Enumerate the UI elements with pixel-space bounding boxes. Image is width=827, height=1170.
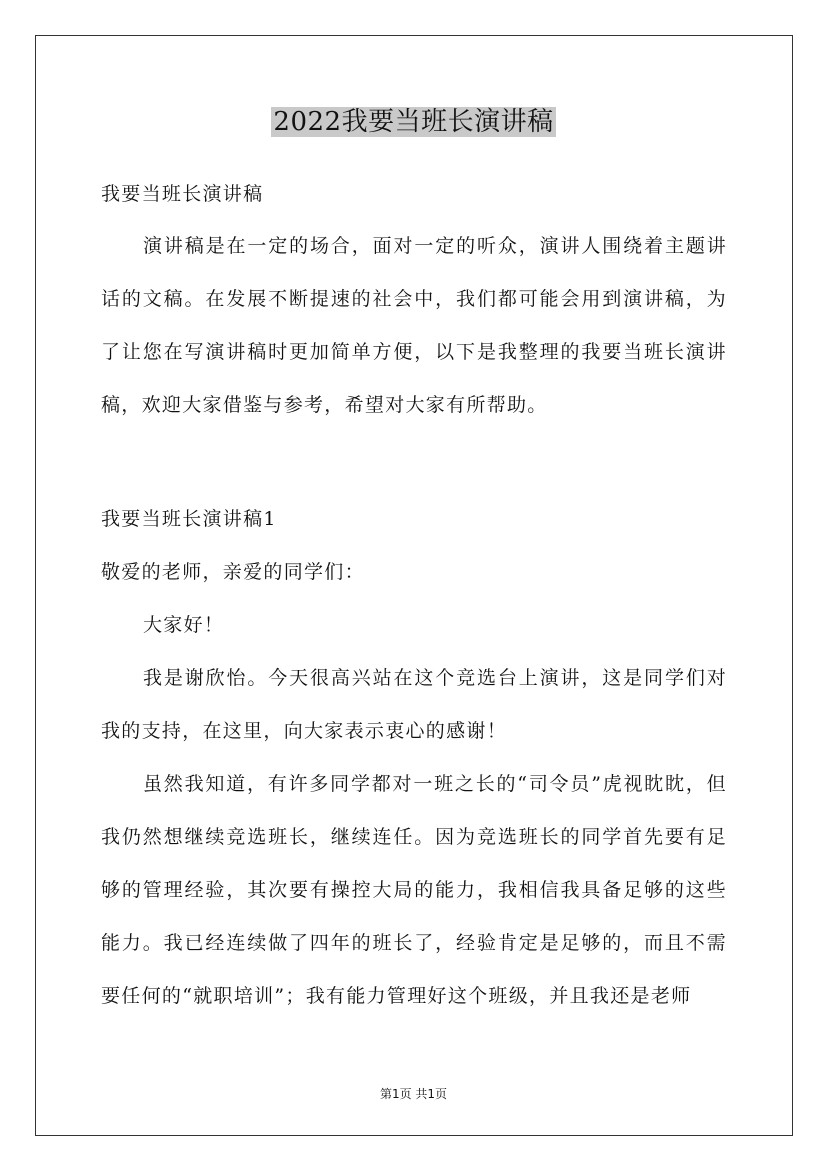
salutation: 敬爱的老师，亲爱的同学们： [101,561,365,583]
intro-paragraph: 演讲稿是在一定的场合，面对一定的听众，演讲人围绕着主题讲话的文稿。在发展不断提速的社会中，我们都可能会用到演讲稿，为了让您在写演讲稿时更加简单方便，以下是我整理的我要当班长演讲稿，欢迎大家借鉴与参考，希望对大家有所帮助。 [101,235,727,416]
page-number: 第1页 共1页 [379,1087,448,1101]
document-title: 2022我要当班长演讲稿 [273,107,554,137]
greeting: 大家好！ [143,614,225,636]
body-paragraph-1: 我是谢欣怡。今天很高兴站在这个竞选台上演讲，这是同学们对我的支持，在这里，向大家表示衷心的感谢！ [101,667,727,742]
body-paragraph-2: 虽然我知道，有许多同学都对一班之长的“司令员”虎视眈眈，但我仍然想继续竞选班长，继续连任。因为竞选班长的同学首先要有足够的管理经验，其次要有操控大局的能力，我相信我具备足够的这些能力。我已经连续做了四年的班长了，经验肯定是足够的，而且不需要任何的“就职培训”；我有能力管理好这个班级，并且我还是老师 [101,773,727,1007]
document-subtitle: 我要当班长演讲稿 [101,183,264,205]
document-title-block [0,102,827,142]
section-heading: 我要当班长演讲稿1 [101,508,277,530]
